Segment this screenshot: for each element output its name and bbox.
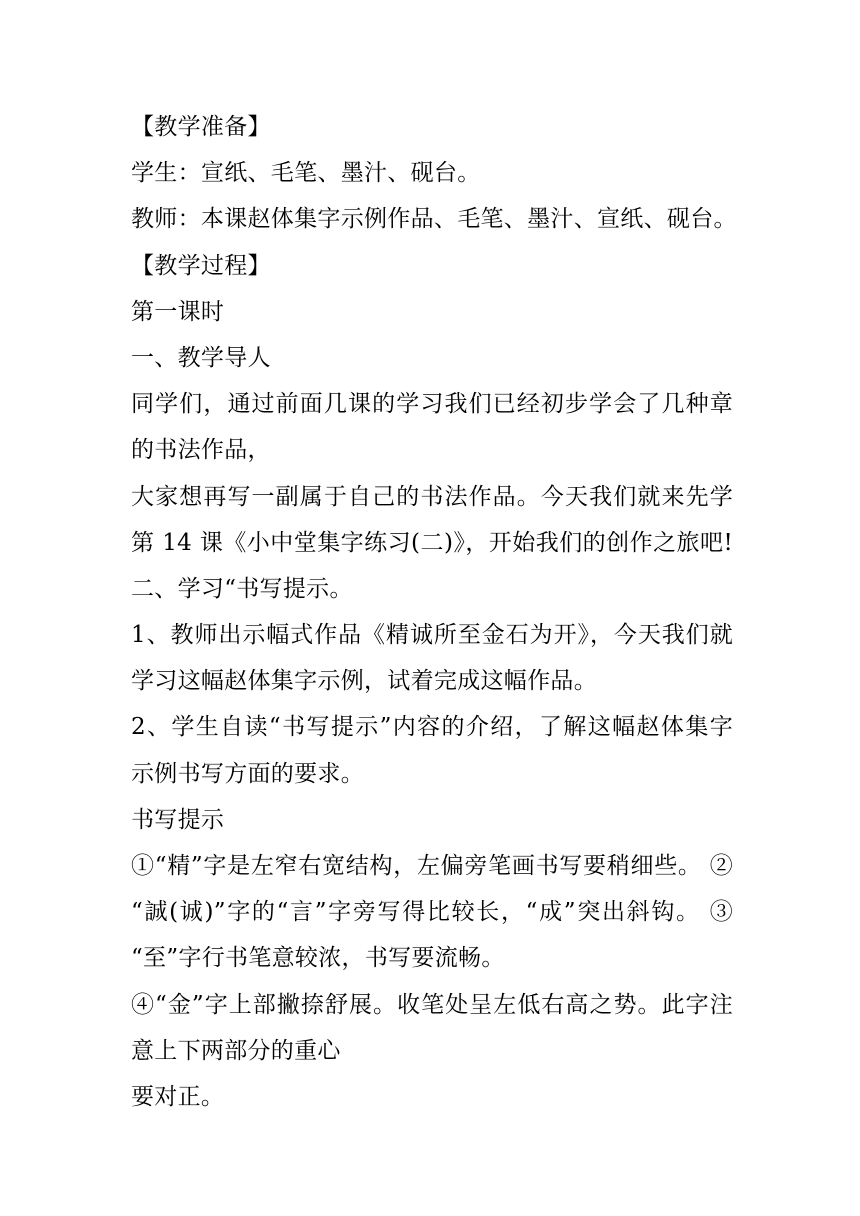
lesson-heading: 第一课时: [131, 298, 225, 325]
paragraph-line: 学习这幅赵体集字示例，试着完成这幅作品。: [131, 668, 597, 695]
paragraph-line: 学生：宣纸、毛笔、墨汁、砚台。: [131, 160, 481, 187]
paragraph-line: 教师：本课赵体集字示例作品、毛笔、墨汁、宣纸、砚台。: [131, 206, 737, 233]
paragraph-line: 要对正。: [131, 1083, 225, 1110]
section-heading-process: 【教学过程】: [131, 252, 271, 279]
step-heading-intro: 一、教学导人: [131, 344, 271, 371]
paragraph-line: 同学们，通过前面几课的学习我们已经初步学会了几种章: [131, 391, 733, 418]
paragraph-line: ①“精”字是左窄右宽结构，左偏旁笔画书写要稍细些。 ②: [131, 853, 733, 879]
paragraph-line: 1、教师出示幅式作品《精诚所至金石为开》，今天我们就: [131, 622, 733, 649]
paragraph-line: 的书法作品，: [131, 437, 271, 464]
subheading-writing-tips: 书写提示: [131, 806, 225, 833]
paragraph-line: 意上下两部分的重心: [131, 1037, 341, 1064]
paragraph-line: “至”字行书笔意较浓，书写要流畅。: [131, 945, 505, 972]
paragraph-line: 2、学生自读“书写提示”内容的介绍，了解这幅赵体集字: [131, 714, 733, 741]
paragraph-line: ④“金”字上部撇捺舒展。收笔处呈左低右高之势。此字注: [131, 991, 733, 1018]
step-heading-study: 二、学习“书写提示。: [131, 575, 353, 602]
paragraph-line: 第 14 课《小中堂集字练习(二)》，开始我们的创作之旅吧!: [131, 529, 733, 556]
section-heading-preparation: 【教学准备】: [131, 114, 271, 140]
paragraph-line: “誠(诚)”字的“言”字旁写得比较长，“成”突出斜钩。 ③: [131, 899, 733, 926]
paragraph-line: 示例书写方面的要求。: [131, 760, 364, 787]
document-body: [131, 104, 737, 1120]
paragraph-line: 大家想再写一副属于自己的书法作品。今天我们就来先学: [131, 483, 733, 510]
